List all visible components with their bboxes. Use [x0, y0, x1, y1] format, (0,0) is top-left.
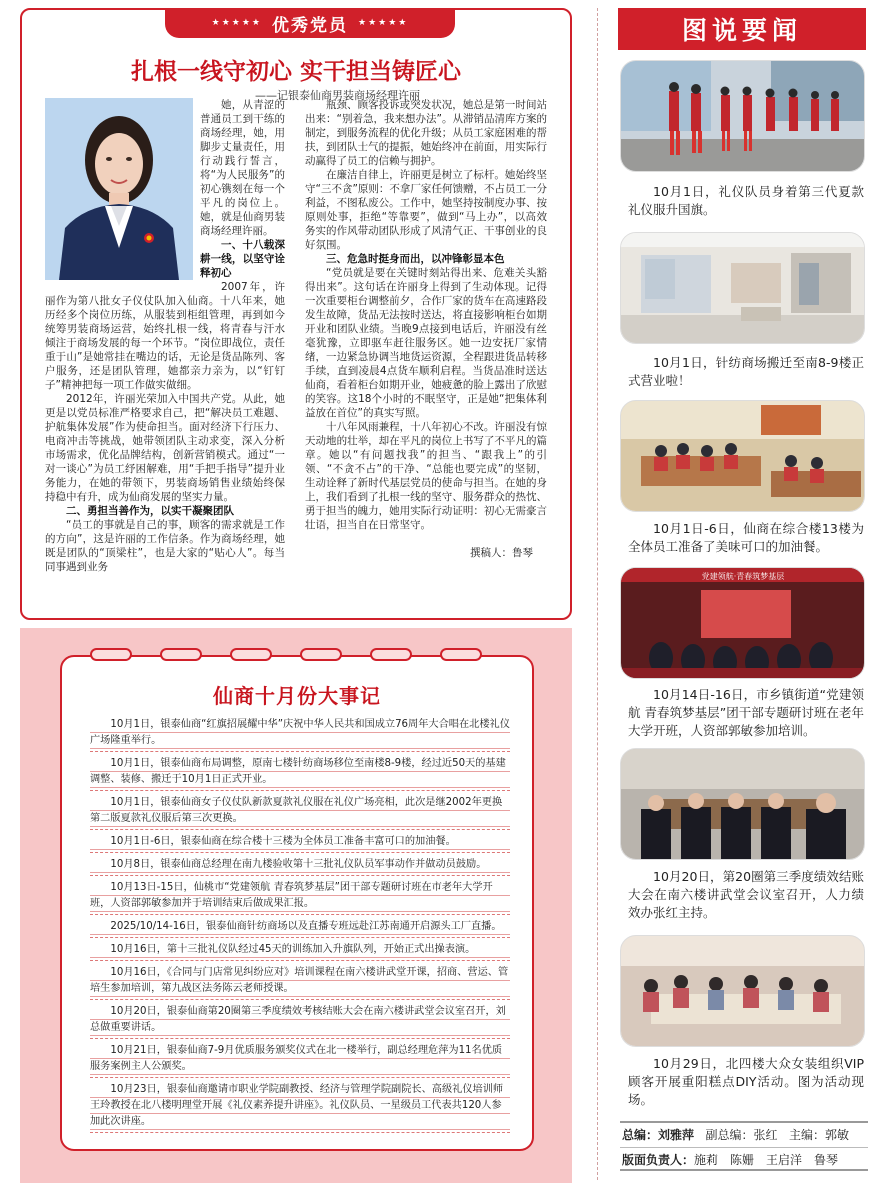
news-caption: 10月29日，北四楼大众女装组织VIP顾客开展重阳糕点DIY活动。图为活动现场。	[628, 1056, 864, 1107]
event-item: 10月1日，银泰仙商女子仪仗队新款夏款礼仪服在礼仪广场亮相，此次是继2002年更换第二版夏款礼仪服后第三次更换。	[90, 795, 510, 830]
credit-label: 副总编：	[705, 1128, 754, 1142]
credits-row-editors	[620, 1123, 868, 1147]
ring-binder-icon	[90, 648, 132, 661]
event-item: 10月21日，银泰仙商7-9月优质服务颁奖仪式在北一楼举行，副总经理危萍为11名优质服务案例主人公颁奖。	[90, 1043, 510, 1078]
news-photo-honor-guard	[620, 60, 865, 172]
event-item: 10月20日，银泰仙商第20圈第三季度绩效考核结账大会在南六楼讲武堂会议室召开，刘总做重要讲话。	[90, 1004, 510, 1039]
article-subtitle: ——记银泰仙商男装商场经理许丽	[255, 89, 420, 102]
ring-binder-icon	[300, 648, 342, 661]
section-heading: 三、危急时挺身而出，以冲锋彰显本色	[326, 253, 505, 265]
news-caption: 10月1日，礼仪队员身着第三代夏款礼仪服升国旗。	[628, 184, 864, 217]
credits-row-layout	[620, 1147, 868, 1171]
news-caption: 10月1日，针纺商场搬迁至南8-9楼正式营业啦！	[628, 355, 864, 388]
credit-name: 张红	[753, 1128, 778, 1142]
section-title: 优秀党员	[272, 15, 348, 36]
paragraph: 2012年，许丽光荣加入中国共产党。从此，她更是以党员标准严格要求自己，把“解决员工难题、护航集体发展”作为使命担当。面对经济下行压力、电商冲击等挑战，她带领团队主动求变，深入分析市场需求，优化品牌结构，创新营销模式。通过“一对一谈心”为员工纾困解难，用“手把手指导”提升业务能力，在她的带领下，男装商场销售业绩始终保持稳中有升，成为仙商发展的坚实力量。	[45, 393, 285, 503]
article-column-1	[45, 98, 285, 598]
event-item: 2025/10/14-16日，银泰仙商针纺商场以及直播专班远赴江苏南通开启源头工厂直播。	[90, 919, 510, 938]
event-item: 10月16日，第十三批礼仪队经过45天的训练加入升旗队列，开始正式出操表演。	[90, 942, 510, 961]
paragraph: 2007年，许丽作为第八批女子仪仗队加入仙商。十八年来，她历经多个岗位历练，从服装到柜组管理，再到如今统筹男装商场运营，始终扎根一线，将青春与汗水倾注于商场发展的每一个环节。“岗位即战位，责任重于山”是她常挂在嘴边的话，无论是货品陈列、客户服务，还是团队管理，她都亲力亲为，以“钉钉子”精神把每一项工作做实做细。	[45, 281, 285, 391]
credit-label: 版面负责人：	[622, 1153, 695, 1167]
events-title: 仙商十月份大事记	[213, 684, 381, 708]
news-photo-store	[620, 232, 865, 344]
events-list	[90, 717, 510, 1137]
article-column-2	[305, 98, 547, 560]
event-item: 10月23日，银泰仙商邀请市职业学院副教授、经济与管理学院副院长、高级礼仪培训师王玲教授在北八楼明理堂开展《礼仪素养提升讲座》。礼仪队员、一星级员工代表共120人参加此次讲座。	[90, 1082, 510, 1133]
portrait-float-spacer	[45, 98, 200, 285]
news-photo-dining	[620, 400, 865, 512]
credit-label: 主编：	[788, 1128, 825, 1142]
news-photo-training	[620, 567, 865, 679]
news-caption: 10月20日，第20圈第三季度绩效结账大会在南六楼讲武堂会议室召开，人力绩效办张红主持。	[628, 869, 864, 920]
ring-binder-icon	[160, 648, 202, 661]
section-heading: 二、勇担当善作为，以实干凝聚团队	[66, 505, 234, 517]
news-photo-meeting	[620, 748, 865, 860]
credit-label: 总编：	[622, 1128, 659, 1142]
credit-name: 郭敏	[824, 1128, 849, 1142]
credit-names: 施莉 陈姗 王启洋 鲁琴	[694, 1153, 839, 1167]
news-caption: 10月14日-16日，市乡镇街道“党建领航 青春筑梦基层”团干部专题研讨班在老年大学开班，人资部郭敏参加培训。	[628, 687, 864, 738]
event-item: 10月8日，银泰仙商总经理在南九楼验收第十三批礼仪队员军事动作并做动员鼓励。	[90, 857, 510, 876]
paragraph: 在廉洁自律上，许丽更是树立了标杆。她始终坚守“三不贪”原则：不拿厂家任何馈赠，不占员工一分利益，不图私废公。工作中，她坚持按制度办事、按原则处事，拒绝“等靠要”，做到“马上办”，以高效务实的作风带动团队形成了风清气正、干事创业的良好氛围。	[305, 169, 547, 251]
event-item: 10月1日，银泰仙商布局调整，原南七楼针纺商场移位至南楼8-9楼，经过近50天的基建调整、装修、搬迁于10月1日正式开业。	[90, 756, 510, 791]
ring-binder-icon	[440, 648, 482, 661]
paragraph: 她，从青涩的普通员工到干练的商场经理，她，用脚步丈量责任，用行动践行誓言，将“为人民服务”的初心镌刻在每一个平凡的岗位上。她，就是仙商男装商场经理许丽。	[200, 99, 285, 237]
paragraph: “党员就是要在关键时刻站得出来、危难关头豁得出来”。这句话在许丽身上得到了生动体现。记得一次重要柜台调整前夕，合作厂家的货车在高速路段发生故障，货品无法按时送达，将直接影响柜台如期开业和团队业绩。当晚9点接到电话后，许丽没有丝毫犹豫，立即驱车赶往服务区。她一边安抚厂家情绪，一边紧急协调当地货运资源，全程跟进货品转移手续，直到凌晨4点货车顺利启程。当货品准时送达仙商，看着柜台如期开业，她疲惫的脸上露出了欣慰的笑容。这18个小时的不眠坚守，正是她“把集体利益放在首位”的真实写照。	[305, 267, 547, 419]
ring-binder-icon	[370, 648, 412, 661]
column-divider	[597, 8, 598, 1180]
event-item: 10月16日，《合同与门店常见纠纷应对》培训课程在南六楼讲武堂开课，招商、营运、管培生参加培训，第九战区法务陈云老师授课。	[90, 965, 510, 1000]
ring-binder-icon	[230, 648, 272, 661]
event-item: 10月1日-6日，银泰仙商在综合楼十三楼为全体员工准备丰富可口的加油餐。	[90, 834, 510, 853]
training-banner-text: 党建领航·青春筑梦基层	[701, 572, 785, 581]
stars-decoration-right: ★★★★★	[358, 18, 409, 28]
article-title: 扎根一线守初心 实干担当铸匠心	[130, 58, 461, 85]
section-tab	[165, 8, 455, 38]
credit-name: 刘雅萍	[658, 1128, 695, 1142]
news-caption: 10月1日-6日，仙商在综合楼13楼为全体员工准备了美味可口的加油餐。	[628, 521, 864, 554]
news-header: 图说要闻	[618, 8, 866, 50]
section-heading: 一、十八载深耕一线，以坚守诠释初心	[200, 239, 285, 279]
author-byline: 撰稿人：鲁琴	[470, 547, 533, 559]
editorial-credits	[620, 1121, 868, 1171]
paragraph: 十八年风雨兼程，十八年初心不改。许丽没有惊天动地的壮举，却在平凡的岗位上书写了不平凡的篇章。她以“有问题找我”的担当、“跟我上”的引领、“不贪不占”的干净、“总能也要完成”的坚韧，生动诠释了新时代基层党员的使命与担当。在她的身上，我们看到了扎根一线的坚守、服务群众的热忱、勇于担当的魄力，她用实际行动证明：初心无需豪言壮语，担当自在日常坚守。	[305, 421, 547, 531]
news-photo-diy	[620, 935, 865, 1047]
paragraph: “员工的事就是自己的事，顾客的需求就是工作的方向”，这是许丽的工作信条。作为商场经理，她既是团队的“顶梁柱”，也是大家的“贴心人”。每当同事遇到业务	[45, 519, 285, 573]
event-item: 10月1日，银泰仙商“红旗招展耀中华”庆祝中华人民共和国成立76周年大合唱在北楼礼仪广场隆重举行。	[90, 717, 510, 752]
paragraph: 瓶颈、顾客投诉或突发状况，她总是第一时间站出来：“别着急，我来想办法”。从滞销品清库方案的制定，到服务流程的优化升级；从员工家庭困难的帮扶，到团队士气的提振，她始终冲在前面，用实际行动赢得了员工的信赖与拥护。	[305, 99, 547, 167]
stars-decoration-left: ★★★★★	[211, 18, 262, 28]
event-item: 10月13日-15日，仙桃市“党建领航 青春筑梦基层”团干部专题研讨班在市老年大学开班，人资部郭敏参加并于培训结束后做成果汇报。	[90, 880, 510, 915]
